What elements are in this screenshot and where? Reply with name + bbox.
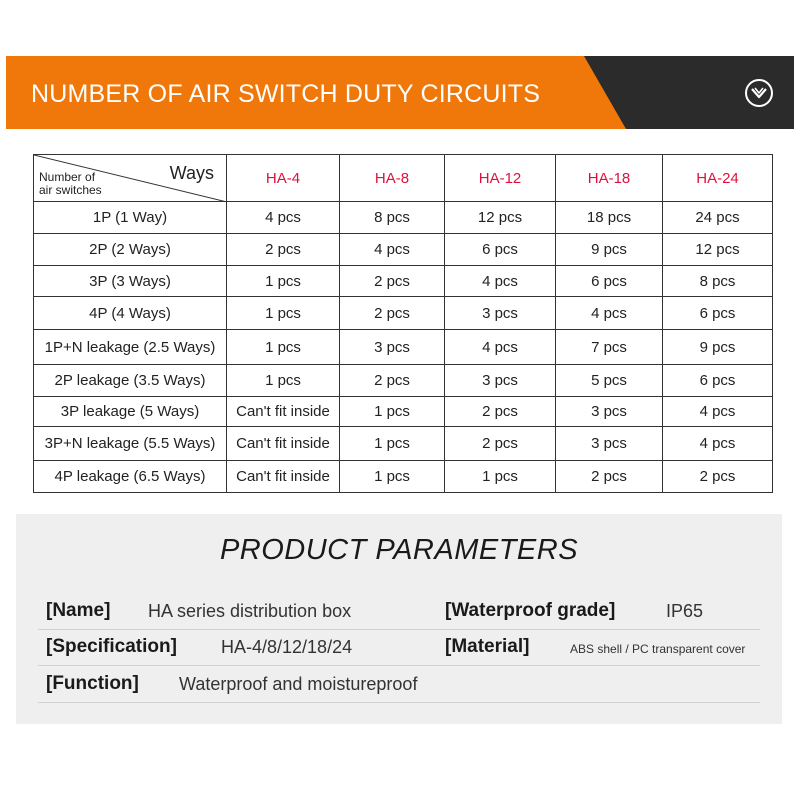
row-label: 3P+N leakage (5.5 Ways) (34, 427, 227, 461)
table-cell: 6 pcs (663, 297, 773, 330)
table-cell: 2 pcs (340, 365, 445, 397)
param-row-spec (38, 630, 760, 666)
row-label: 2P (2 Ways) (34, 234, 227, 266)
table-cell: 4 pcs (445, 266, 556, 297)
table-row (34, 234, 773, 266)
table-cell: 8 pcs (340, 202, 445, 234)
table-cell: 2 pcs (340, 297, 445, 330)
model-header: HA-12 (445, 155, 556, 202)
waterproof-label: [Waterproof grade] (445, 600, 616, 621)
name-value: HA series distribution box (148, 601, 352, 621)
table-cell: 4 pcs (445, 330, 556, 365)
table-cell: 1 pcs (227, 365, 340, 397)
corner-ways-label: Ways (169, 163, 214, 183)
table-cell: 2 pcs (227, 234, 340, 266)
table-cell: 3 pcs (556, 397, 663, 427)
name-label: [Name] (46, 600, 111, 621)
table-cell: 12 pcs (445, 202, 556, 234)
model-header: HA-8 (340, 155, 445, 202)
table-cell: 1 pcs (340, 461, 445, 493)
table-cell: Can't fit inside (227, 427, 340, 461)
table-cell: 24 pcs (663, 202, 773, 234)
model-header: HA-4 (227, 155, 340, 202)
table-cell: 1 pcs (340, 427, 445, 461)
corner-number-line-2: air switches (39, 183, 102, 197)
banner-title: NUMBER OF AIR SWITCH DUTY CIRCUITS (31, 80, 541, 108)
corner-number-line-1: Number of (39, 170, 96, 184)
table-cell: 12 pcs (663, 234, 773, 266)
function-label: [Function] (46, 673, 139, 694)
table-cell: 6 pcs (445, 234, 556, 266)
chevron-down-circle-icon[interactable] (744, 78, 774, 108)
spec-value: HA-4/8/12/18/24 (221, 637, 353, 657)
row-label: 3P leakage (5 Ways) (34, 397, 227, 427)
table-cell: 6 pcs (663, 365, 773, 397)
table-cell: Can't fit inside (227, 461, 340, 493)
section-banner (6, 56, 794, 129)
table-cell: 3 pcs (340, 330, 445, 365)
row-label: 1P+N leakage (2.5 Ways) (34, 330, 227, 365)
table-cell: 4 pcs (227, 202, 340, 234)
table-cell: Can't fit inside (227, 397, 340, 427)
table-row (34, 365, 773, 397)
material-label: [Material] (445, 636, 530, 657)
table-cell: 9 pcs (663, 330, 773, 365)
material-value: ABS shell / PC transparent cover (570, 642, 746, 656)
table-cell: 2 pcs (340, 266, 445, 297)
param-row-function (38, 667, 760, 703)
table-cell: 7 pcs (556, 330, 663, 365)
table-cell: 4 pcs (556, 297, 663, 330)
row-label: 1P (1 Way) (34, 202, 227, 234)
table-row (34, 397, 773, 427)
table-cell: 4 pcs (663, 397, 773, 427)
table-cell: 3 pcs (445, 297, 556, 330)
function-value: Waterproof and moistureproof (179, 674, 418, 694)
table-cell: 3 pcs (556, 427, 663, 461)
table-cell: 6 pcs (556, 266, 663, 297)
table-cell: 18 pcs (556, 202, 663, 234)
table-row (34, 297, 773, 330)
table-cell: 5 pcs (556, 365, 663, 397)
table-cell: 1 pcs (227, 330, 340, 365)
table-cell: 2 pcs (445, 427, 556, 461)
table-row (34, 266, 773, 297)
waterproof-value: IP65 (666, 601, 704, 621)
table-cell: 9 pcs (556, 234, 663, 266)
table-cell: 1 pcs (227, 266, 340, 297)
table-row (34, 202, 773, 234)
table-body (34, 202, 773, 493)
table-cell: 8 pcs (663, 266, 773, 297)
row-label: 3P (3 Ways) (34, 266, 227, 297)
row-label: 4P (4 Ways) (34, 297, 227, 330)
table-row (34, 330, 773, 365)
table-row (34, 427, 773, 461)
row-label: 4P leakage (6.5 Ways) (34, 461, 227, 493)
model-header: HA-18 (556, 155, 663, 202)
table-cell: 1 pcs (340, 397, 445, 427)
table-cell: 4 pcs (663, 427, 773, 461)
table-row (34, 461, 773, 493)
corner-number-label (39, 171, 102, 197)
table-cell: 2 pcs (556, 461, 663, 493)
duty-circuits-table (33, 154, 773, 493)
table-header-row (34, 155, 773, 202)
table-cell: 1 pcs (227, 297, 340, 330)
params-title: PRODUCT PARAMETERS (219, 534, 579, 566)
product-parameters-panel (16, 514, 782, 724)
table-corner-cell (34, 155, 227, 202)
table-cell: 4 pcs (340, 234, 445, 266)
spec-label: [Specification] (46, 636, 177, 657)
row-label: 2P leakage (3.5 Ways) (34, 365, 227, 397)
table-cell: 2 pcs (663, 461, 773, 493)
table-cell: 1 pcs (445, 461, 556, 493)
table-cell: 3 pcs (445, 365, 556, 397)
model-header: HA-24 (663, 155, 773, 202)
table-cell: 2 pcs (445, 397, 556, 427)
param-row-name (38, 594, 760, 630)
